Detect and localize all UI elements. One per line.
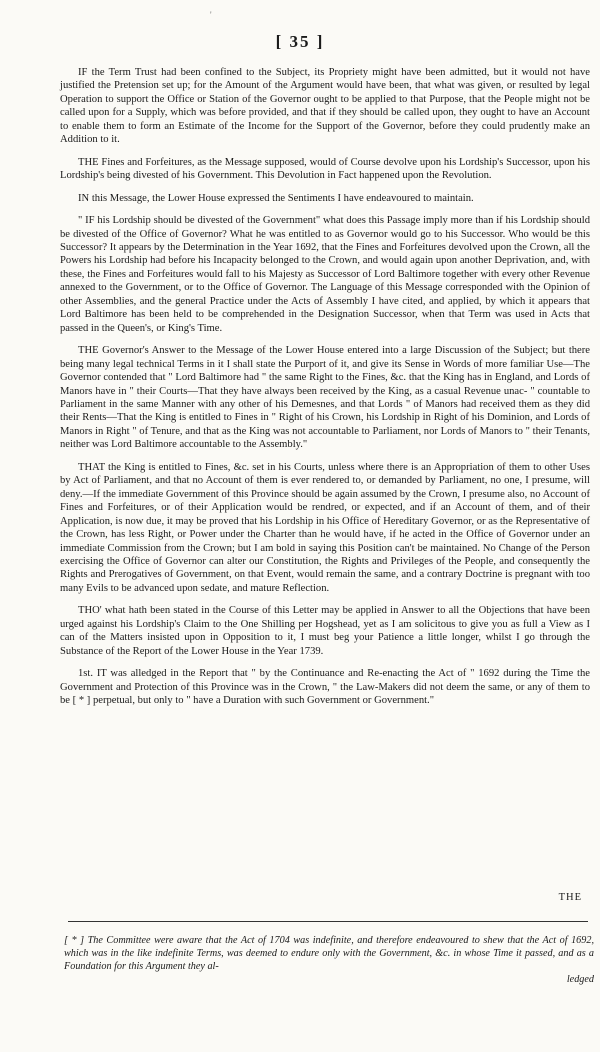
paragraph-2: THE Fines and Forfeitures, as the Message supposed, would of Course devolve upon his Lordship's Successor, upon his Lordship's being divested of his Government. This Devolution in Fact happened upon the Revolution. — [60, 156, 590, 182]
footnote-text: [ * ] The Committee were aware that the Act of 1704 was indefinite, and therefore endeavoured to shew that the Act of 1692, which was in the like indefinite Terms, was deemed to endure only with the Government, &c. in whose Time it passed, and as a Foundation for this Argument they al- — [64, 935, 594, 972]
paragraph-1: IF the Term Trust had been confined to the Subject, its Propriety might have been admitted, but it would not have justified the Pretension set up; for the Amount of the Argument would have been, that what was given, or resulted by legal Operation to support the Office or Station of the Governor ought to be applied to that Purpose, that the People might not be called upon for a Supply, which was before provided, and that if they should be called upon, they ought to have an Account to enable them to form an Estimate of the Income for the Support of the Governor, before they could prudently make an Addition to it. — [60, 67, 590, 146]
footnote — [64, 934, 594, 986]
paragraph-5: THE Governor's Answer to the Message of the Lower House entered into a large Discussion of the Subject; but there being many legal technical Terms in it I shall state the Purport of it, and give its Sense in Words of more familiar Use—The Governor contended that " Lord Baltimore had " the same Right to the Fines, &c. that the King has in England, and Lords of Manors have in " their Courts—That they have always been received by the King, as a casual Revenue unac- " countable to Parliament in the same Manner with any other of his Demesnes, and that Lords " of Manors had received them as they did their Rents—That the King is entitled to Fines in " Right of his Crown, his Lordship in Right of his Dominion, and Lords of Manors in Right " of Tenure, and that as the King was not accountable to Parliament, nor Lords of Manors to " their Tenants, neither was Lord Baltimore accountable to the Assembly." — [60, 345, 590, 451]
page-number: [ 35 ] — [275, 32, 325, 51]
footnote-last-word: ledged — [566, 974, 594, 985]
catchword: THE — [558, 892, 582, 903]
paragraph-7: THO' what hath been stated in the Course of this Letter may be applied in Answer to all the Objections that have been urged against his Lordship's Claim to the One Shilling per Hogshead, yet as I am solicitous to give you as full a View as I can of the Matters insisted upon in Opposition to it, I must beg your Patience a little longer, whilst I go through the Substance of the Report of the Lower House in the Year 1739. — [60, 605, 590, 657]
paragraph-3: IN this Message, the Lower House expressed the Sentiments I have endeavoured to maintain. — [78, 192, 474, 204]
paragraph-8: 1st. IT was alledged in the Report that " by the Continuance and Re-enacting the Act of " 1692 during the Time the Government and Protection of this Province was in the Crown, " the Law-Makers did not deem the same, or any of them to be [ * ] perpetual, but only to " have a Duration with such Government or Government." — [60, 668, 590, 707]
footnote-divider — [68, 921, 588, 922]
paragraph-4: " IF his Lordship should be divested of the Government" what does this Passage imply more than if his Lordship should be divested of the Office of Governor? What he was entitled to as Governor would go to his Successor. Who would be this Successor? It appears by the Determination in the Year 1692, that the Fines and Forfeitures devolved upon the Crown, all the Powers his Lordship had before his Incapacity belonged to the Crown, and would again upon another Deprivation, and, with these, the Fines and Forfeitures would fall to his Majesty as Successor of Lord Baltimore together with every other Revenue annexed to the Government, or to the Office of Governor. The Language of this Message corresponded with the Opinion of other Assemblies, and the general Practice under the Acts of Assembly I have cited, and applied, by which it appears that Lord Baltimore has been held to be comprehended in the Designation Successor, when that Term was used in Acts that passed in the Queen's, or King's Time. — [60, 215, 590, 334]
body-text — [60, 66, 590, 713]
paragraph-6: THAT the King is entitled to Fines, &c. set in his Courts, unless where there is an Appropriation of them to other Uses by Act of Parliament, and that no Account of them is ever rendered to, or demanded by Parliament, no one, I presume, will deny.—If the immediate Government of this Province should be again assumed by the Crown, I presume also, no Account of Fines and Forfeitures, or of their Application would be rendred, or expected, and if an Account of them, and of their Application, is now due, it may be proved that his Lordship in his Office of Hereditary Governor, or as the Representative of the Crown, has less Right, or Power under the Charter than he would have, if he acted in the Office of Governor under an immediate Commission from the Crown; but I am bold in saying this Position can't be maintained. No Change of the Person exercising the Office of Governor can alter our Constitution, the Rights and Privileges of the People, and consequently the Rights and Prerogatives of Government, on that Event, would remain the same, and a contrary Doctrine is pregnant with too many Evils to be advanced upon sedate, and mature Reflection. — [60, 461, 590, 594]
top-mark: ' — [210, 10, 212, 20]
